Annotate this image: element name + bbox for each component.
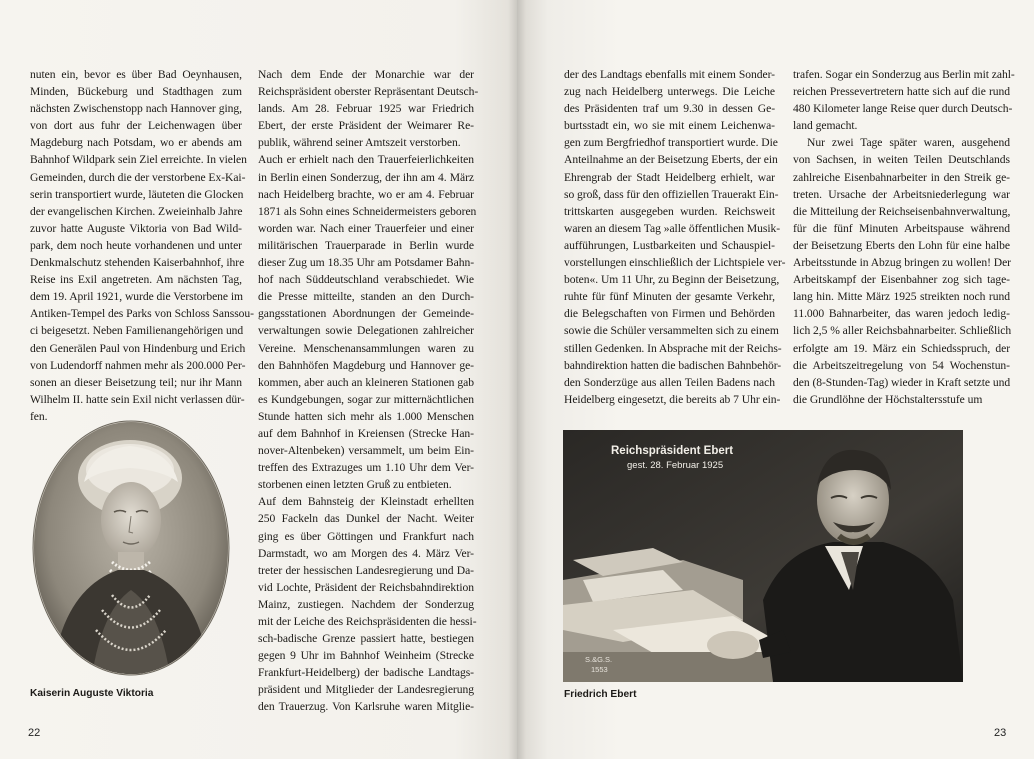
text-line: Wilhelm II. hatte sein Exil nicht verlassen dür-	[30, 392, 245, 406]
text-line: Nur zwei Tage später waren, ausgehend	[807, 136, 1010, 150]
text-line: 11.000 Bahnarbeiter, das waren jedoch ledig-	[793, 307, 1010, 321]
text-line: Ehrengrab der Stadt Heidelberg erhielt, war	[564, 170, 775, 184]
text-line: reichen Pressevertretern hatte sich auf die rund	[793, 85, 1010, 99]
text-line: Reichspräsident oberster Repräsentant Deutsch-	[258, 85, 479, 99]
photo-stamp-line1: S.&G.S.	[585, 655, 613, 664]
text-line: lich 2,5 % aller Reichsbahnarbeiter. Schließlich	[793, 324, 1012, 338]
text-line: des Präsidenten traf um 9.30 in dessen Ge-	[564, 102, 775, 116]
text-line: Auch er erhielt nach den Trauerfeierlichkeiten	[258, 153, 474, 167]
text-column-4	[793, 66, 1015, 408]
text-line: serin transportiert wurde, läuteten die Glocken	[30, 187, 244, 201]
text-line: sch-badische Grenze passiert hatte, bestiegen	[258, 632, 474, 646]
text-line: zug nach Heidelberg unterwegs. Die Leiche	[564, 85, 775, 99]
text-line: storbenen einen letzten Gruß zu entbieten.	[258, 478, 452, 492]
text-line: die Belegschaften von Firmen und Behörden	[564, 307, 775, 321]
text-line: ging es über Göttingen und Frankfurt nach	[258, 529, 474, 543]
text-line: Nach dem Ende der Monarchie war der	[258, 68, 474, 81]
text-line: worden war. Nach einer Trauerfeier und einer	[258, 221, 474, 235]
text-line: von Ludendorff nahmen mehr als 200.000 Per-	[30, 358, 246, 372]
text-line: gangsstationen Abordnungen der Gemeinde-	[258, 307, 474, 321]
text-column-3	[564, 66, 786, 408]
page-number: 22	[28, 727, 41, 739]
text-line: Ebert, der erste Präsident der Weimarer Re-	[258, 119, 474, 133]
text-line: zuvor hatte Auguste Viktoria von Bad Wild-	[30, 221, 242, 235]
text-line: vid Lochte, Präsident der Reichsbahndirektion	[258, 580, 474, 594]
text-line: trittskarten ausgegeben wurden. Reichsweit	[564, 204, 775, 218]
text-line: trafen. Sogar ein Sonderzug aus Berlin mit zahl-	[793, 68, 1015, 81]
text-line: Arbeitskampf der Eisenbahner zog sich tage-	[793, 273, 1010, 287]
text-line: nächsten Zwischenstopp nach Hannover ging,	[30, 102, 242, 116]
photo-inscription-line1: Reichspräsident Ebert	[611, 445, 734, 457]
text-line: den Bahnhöfen Magdeburg und Hannover ge-	[258, 358, 474, 372]
text-line: vorstellungen einschließlich der Lichtspiele ver-	[564, 256, 786, 270]
text-line: Auf dem Bahnsteig der Kleinstadt erhellten	[258, 495, 474, 509]
text-line: nuten ein, bevor es über Bad Oeynhausen,	[30, 68, 242, 81]
text-line: aufführungen, Lustbarkeiten und Schauspiel-	[564, 238, 775, 252]
text-line: bahndirektion hatten die badischen Bahnbehör-	[564, 358, 782, 372]
text-line: präsident und Mitglieder der Landesregierung	[258, 683, 474, 697]
text-line: park, dem noch heute vorhandenen und unter	[30, 238, 242, 252]
text-line: der des Landtags ebenfalls mit einem Sonder-	[564, 68, 775, 81]
photo-friedrich-ebert	[563, 430, 963, 682]
text-line: auf dem Bahnhof in Kreiensen (Strecke Han-	[258, 426, 474, 440]
text-line: lang hin. Mitte März 1925 streikten noch rund	[793, 290, 1010, 304]
text-line: nach Heidelberg brachte, wo er am 4. Februar	[258, 187, 474, 201]
text-column-2	[258, 66, 479, 716]
text-line: den (8-Stunden-Tag) wieder in Kraft setzte und	[793, 375, 1011, 389]
text-line: nover-Altenbeken) versammelt, um beim Ein-	[258, 444, 474, 458]
text-line: die Grundlöhne der Höchstaltersstufe um	[793, 392, 983, 406]
text-line: zahlreiche Eisenbahnarbeiter in den Streik ge-	[793, 170, 1010, 184]
text-line: burtsstadt ein, wo sie mit einem Leichenwa-	[564, 119, 775, 133]
text-line: Vereine. Menschenansammlungen waren zu	[258, 341, 474, 355]
text-line: dieser Zug um 18.35 Uhr am Potsdamer Bahn-	[258, 256, 474, 270]
text-line: ci beigesetzt. Neben Familienangehörigen und	[30, 324, 244, 338]
text-line: Bahnhof Wildpark sein Ziel erreichte. In vielen	[30, 153, 247, 167]
text-line: Anteilnahme an der Beisetzung Eberts, der ein	[564, 153, 778, 167]
text-line: der Beisetzung Eberts den Lohn für eine halbe	[793, 238, 1010, 252]
image-caption: Friedrich Ebert	[564, 689, 637, 700]
text-line: es Kundgebungen, sogar zur mitternächtlichen	[258, 392, 474, 406]
text-line: Frankfurt-Heidelberg) der badische Landtags-	[258, 666, 474, 680]
text-line: militärischen Trauerparade in Berlin wurde	[258, 238, 474, 252]
text-line: 480 Kilometer lange Reise quer durch Deutsch-	[793, 102, 1013, 116]
text-line: erfolgte am 19. März ein Schiedsspruch, der	[793, 341, 1010, 355]
portrait-kaiserin-viktoria	[32, 420, 230, 676]
text-line: von Sachsen, in weiten Teilen Deutschlands	[793, 153, 1010, 167]
text-line: die Presse mitteilte, standen an den Durch-	[258, 290, 474, 304]
text-line: kommen, aber auch an kleineren Stationen gab	[258, 375, 474, 389]
text-line: Denkmalschutz stehenden Kaiserbahnhof, ihre	[30, 256, 245, 270]
text-line: hof nach Süddeutschland verabschiedet. Wie	[258, 273, 474, 287]
image-caption: Kaiserin Auguste Viktoria	[30, 688, 154, 699]
text-line: von dort aus fuhr der Leichenwagen über	[30, 119, 242, 133]
text-line: Darmstadt, wo am Morgen des 4. März Ver-	[258, 546, 474, 560]
text-line: Gemeinden, durch die der verstorbene Ex-Kai-	[30, 170, 246, 184]
text-line: fen.	[30, 409, 48, 423]
text-column-1	[30, 66, 254, 425]
text-line: in Berlin einen Sonderzug, der ihn am 4. März	[258, 170, 474, 184]
text-line: Reise ins Exil angetreten. Am nächsten Tag,	[30, 273, 242, 287]
text-line: für die fünf Minuten Arbeitspause während	[793, 221, 1010, 235]
text-line: Magdeburg nach Potsdam, wo er abends am	[30, 136, 242, 150]
photo-inscription-line2: gest. 28. Februar 1925	[627, 460, 724, 471]
text-line: ruhte für fünf Minuten der gesamte Verkehr,	[564, 290, 775, 304]
text-line: 1871 als Sohn eines Schneidermeisters geboren	[258, 204, 477, 218]
text-line: lands. Am 28. Februar 1925 war Friedrich	[258, 102, 474, 116]
text-line: Stunde hatten sich mehr als 1.000 Menschen	[258, 409, 474, 423]
text-line: mit der Leiche des Reichspräsidenten die hessi-	[258, 615, 477, 628]
text-line: boten«. Um 11 Uhr, zu Beginn der Beisetzung,	[564, 273, 780, 287]
text-line: den Generälen Paul von Hindenburg und Erich	[30, 341, 246, 355]
text-line: den Sonderzüge aus allen Teilen Badens nach	[564, 375, 775, 389]
text-line: der evangelischen Kirchen. Zweieinhalb Jahre	[30, 204, 243, 218]
text-line: Minden, Bückeburg und Stadthagen zum	[30, 85, 242, 99]
text-line: sowie die Schüler versammelten sich zu einem	[564, 324, 779, 338]
text-line: Antiken-Tempel des Parks von Schloss Sanssou-	[30, 307, 254, 321]
book-gutter	[508, 0, 526, 759]
text-line: 250 Fackeln das Dunkel der Nacht. Weiter	[258, 512, 474, 526]
text-line: stillen Gedenken. In Absprache mit der Reichs-	[564, 341, 782, 355]
text-line: Arbeitsstunde in Abzug bringen zu wollen! Der	[793, 256, 1011, 270]
text-line: gen zum Bergfriedhof transportiert wurde. Die	[564, 136, 778, 150]
photo-stamp-line2: 1553	[591, 665, 608, 674]
text-line: Heidelberg eingesetzt, die bereits ab 7 Uhr ein-	[564, 392, 781, 406]
text-line: treten. Ursache der Arbeitsniederlegung war	[793, 187, 1010, 201]
text-line: sonen an dieser Beisetzung teil; nur ihr Mann	[30, 375, 242, 389]
text-line: Mainz, zustiegen. Nachdem der Sonderzug	[258, 597, 474, 611]
text-line: den Trauerzug. Von Karlsruhe waren Mitglie-	[258, 700, 474, 714]
text-line: treffen des Extrazuges um 1.10 Uhr dem Ver-	[258, 461, 474, 475]
text-line: die Mitteilung der Reichseisenbahnverwaltung,	[793, 204, 1011, 218]
text-line: dem 19. April 1921, wurde die Verstorbene im	[30, 290, 243, 304]
text-line: land gemacht.	[793, 119, 858, 133]
text-line: treter der hessischen Landesregierung und Da-	[258, 563, 474, 577]
text-line: gegen 9 Uhr im Bahnhof Weinheim (Strecke	[258, 649, 474, 663]
text-line: verwaltungen sowie Delegationen zahlreicher	[258, 324, 474, 338]
page-number: 23	[994, 727, 1007, 739]
text-line: waren an diesem Tag »alle öffentlichen Musik-	[564, 221, 781, 235]
text-line: so groß, dass für den offiziellen Trauerakt Ein-	[564, 187, 779, 201]
text-line: die Arbeitszeitregelung von 54 Wochenstun-	[793, 358, 1010, 372]
text-line: publik, während seiner Amtszeit verstorben.	[258, 136, 461, 150]
